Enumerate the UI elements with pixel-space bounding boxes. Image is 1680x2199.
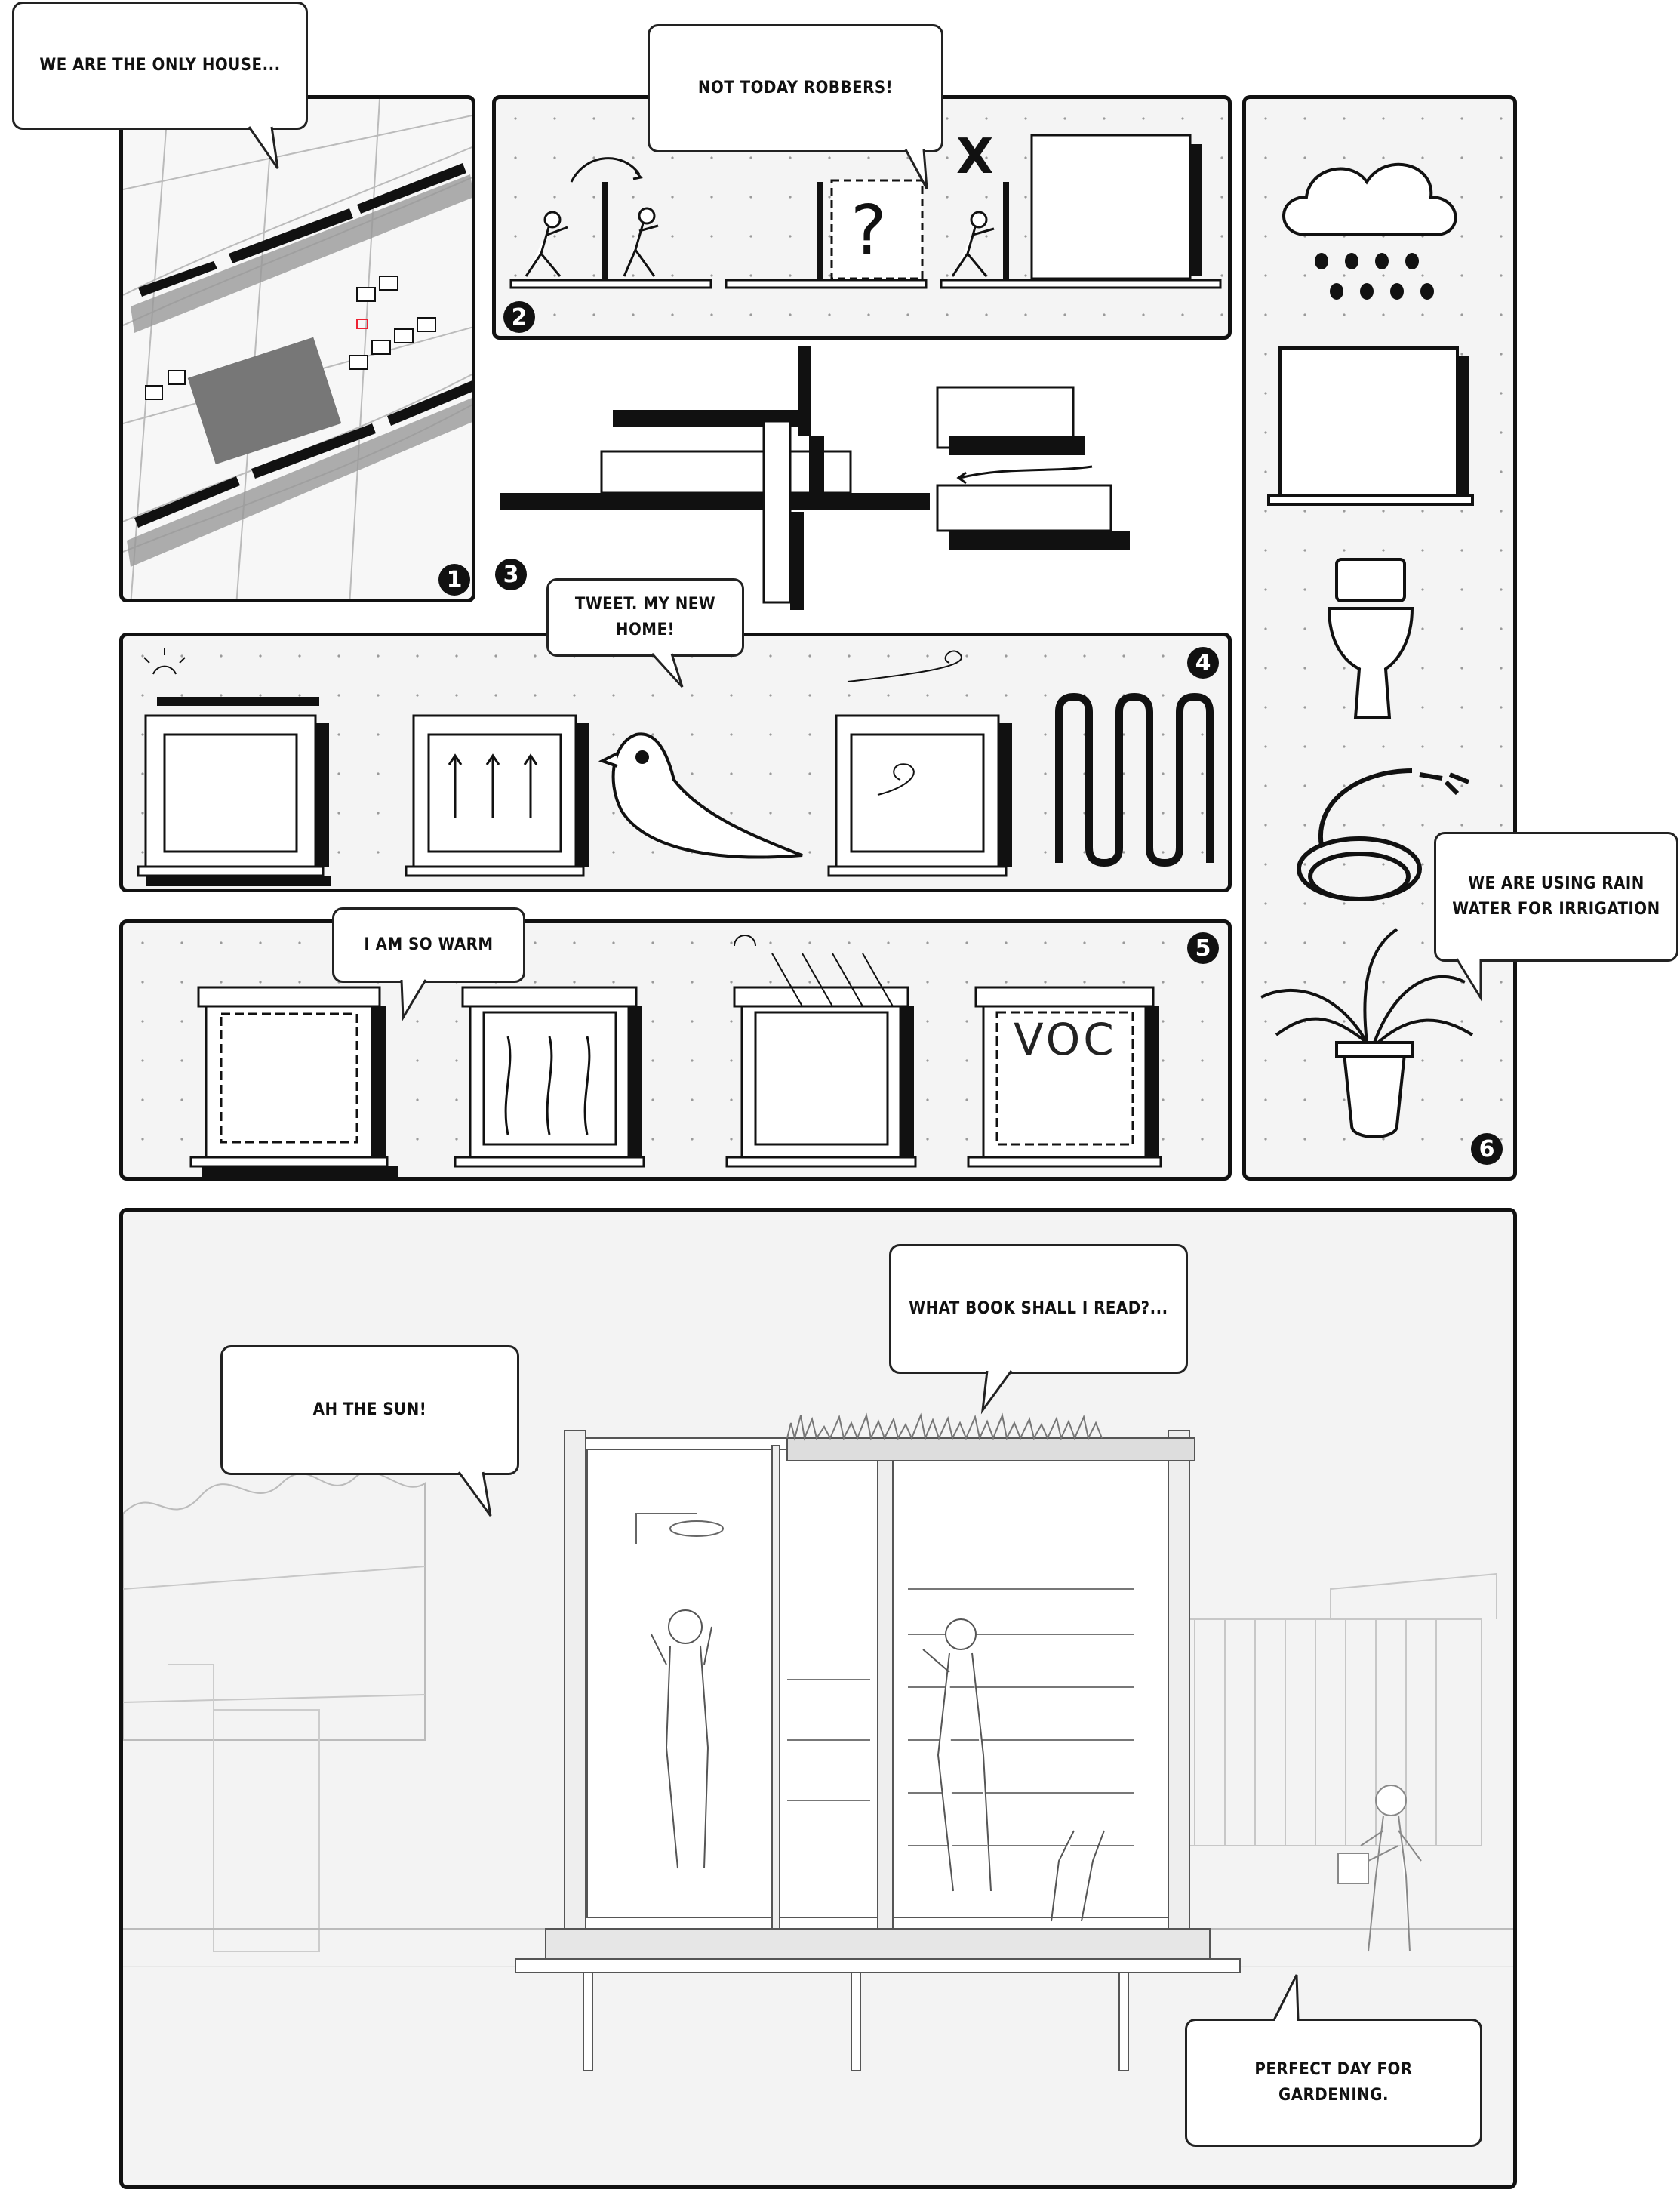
speech-bubble-tail <box>395 980 441 1025</box>
speech-bubble-tail <box>646 654 691 699</box>
panel-number-badge: 6 <box>1471 1133 1503 1165</box>
panel-number-badge: 2 <box>503 301 535 333</box>
panel-thermal <box>119 919 1232 1181</box>
speech-bubble-warm: I AM SO WARM <box>332 907 525 983</box>
panel-number-badge: 5 <box>1187 932 1219 964</box>
toilet-icon <box>1329 559 1412 718</box>
tiny-house-section <box>515 1431 1240 2071</box>
speech-bubble-rain-water: WE ARE USING RAIN WATER FOR IRRIGATION <box>1434 832 1678 962</box>
speech-bubble-tail <box>242 127 287 172</box>
site-map-drawing <box>123 99 475 602</box>
panel-number-badge: 4 <box>1187 647 1219 679</box>
rain-cloud-icon <box>1284 165 1456 235</box>
voc-label: VOC <box>1014 1014 1117 1065</box>
house-module-3 <box>829 716 1006 876</box>
speech-bubble-tail <box>453 1472 498 1517</box>
cross-mark-icon: X <box>956 129 994 185</box>
tiny-house-side <box>1032 135 1190 279</box>
panel-number-badge: 1 <box>438 564 470 596</box>
speech-bubble-tail <box>898 149 943 195</box>
watering-can-icon <box>1338 1846 1398 1883</box>
speech-bubble-tweet: TWEET. MY NEW HOME! <box>546 578 744 657</box>
speech-bubble-tail <box>1451 959 1496 1004</box>
wind-swirl <box>848 651 962 682</box>
panel-rainwater <box>1242 95 1517 1181</box>
speech-bubble-robbers: NOT TODAY ROBBERS! <box>648 24 943 152</box>
serpentine-pipe <box>1059 697 1210 863</box>
speech-bubble-only-house: WE ARE THE ONLY HOUSE... <box>12 2 308 130</box>
panel-site-map <box>119 95 475 602</box>
sun-icon <box>144 648 185 674</box>
house-module-1 <box>138 716 323 876</box>
rainwater-cycle-drawing <box>1246 99 1517 1181</box>
insulated-module <box>191 987 387 1166</box>
house-module-2 <box>406 716 583 876</box>
speech-bubble-book: WHAT BOOK SHALL I READ?... <box>889 1244 1188 1374</box>
question-mark: ? <box>851 191 887 270</box>
gardener-figure <box>1338 1785 1421 1951</box>
background-tree-line <box>123 1472 425 1740</box>
bird-icon <box>602 734 802 857</box>
panel-number-badge: 3 <box>495 559 527 590</box>
green-roof-grass <box>787 1415 1102 1438</box>
speech-bubble-sun: AH THE SUN! <box>220 1345 519 1475</box>
solar-gain-module <box>727 987 915 1166</box>
speech-bubble-tail <box>1268 1975 1313 2020</box>
speech-bubble-gardening: PERFECT DAY FOR GARDENING. <box>1185 2019 1482 2147</box>
water-tank-icon <box>1269 348 1472 504</box>
speech-bubble-tail <box>981 1371 1026 1416</box>
robber-figure <box>526 208 658 276</box>
